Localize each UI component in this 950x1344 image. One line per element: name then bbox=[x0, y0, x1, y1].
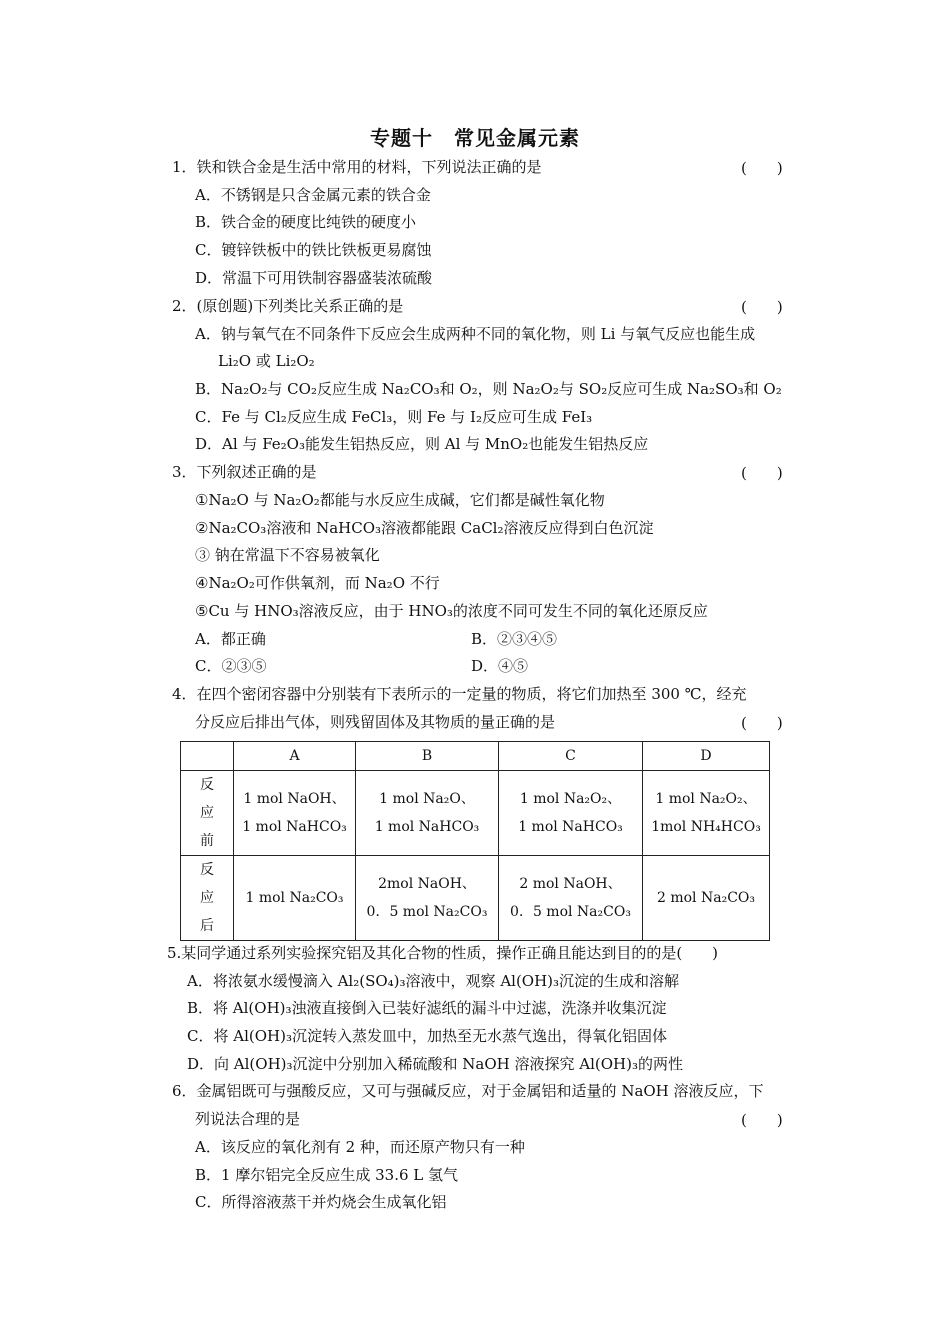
cell-before-a bbox=[234, 771, 356, 856]
cell-after-b bbox=[356, 856, 499, 941]
cell-line: 0．5 mol Na₂CO₃ bbox=[366, 904, 488, 920]
q4-stem-line2: 分反应后排出气体，则残留固体及其物质的量正确的是 bbox=[195, 713, 556, 731]
row-header-after bbox=[181, 856, 234, 941]
cell-line: 1 mol NaOH、 bbox=[243, 791, 346, 807]
q5-option-b: B．将 Al(OH)₃浊液直接倒入已装好滤纸的漏斗中过滤，洗涤并收集沉淀 bbox=[187, 999, 667, 1017]
q1-option-c: C．镀锌铁板中的铁比铁板更易腐蚀 bbox=[195, 241, 432, 259]
q2-option-c: C．Fe 与 Cl₂反应生成 FeCl₃，则 Fe 与 I₂反应可生成 FeI₃ bbox=[195, 408, 593, 426]
cell-after-a bbox=[234, 856, 356, 941]
cell-line: 1 mol NaHCO₃ bbox=[518, 819, 623, 835]
q3-option-c: C．②③⑤ bbox=[195, 657, 267, 675]
q6-option-a: A．该反应的氧化剂有 2 种，而还原产物只有一种 bbox=[195, 1138, 525, 1156]
q5-option-a: A．将浓氨水缓慢滴入 Al₂(SO₄)₃溶液中，观察 Al(OH)₃沉淀的生成和溶解 bbox=[187, 972, 680, 990]
cell-line: 1 mol NaHCO₃ bbox=[374, 819, 480, 835]
table-row-after bbox=[181, 856, 770, 941]
cell-line: 1 mol NaHCO₃ bbox=[242, 819, 347, 835]
cell-line: 1 mol Na₂O₂、 bbox=[655, 791, 757, 807]
q4-table bbox=[180, 741, 770, 941]
q3-statement-1: ①Na₂O 与 Na₂O₂都能与水反应生成碱，它们都是碱性氧化物 bbox=[195, 491, 605, 509]
q1-answer-paren: ( ) bbox=[741, 159, 783, 177]
q3-stem: 3．下列叙述正确的是 bbox=[172, 463, 317, 481]
q2-option-b: B．Na₂O₂与 CO₂反应生成 Na₂CO₃和 O₂，则 Na₂O₂与 SO₂反应可生成 Na₂SO₃和 O₂ bbox=[195, 380, 782, 398]
q2-option-d: D．Al 与 Fe₂O₃能发生铝热反应，则 Al 与 MnO₂也能发生铝热反应 bbox=[195, 435, 649, 453]
row-header-before bbox=[181, 771, 234, 856]
table-header-row bbox=[181, 742, 770, 771]
q1-option-d: D．常温下可用铁制容器盛装浓硫酸 bbox=[195, 269, 433, 287]
row-header-char: 应 bbox=[200, 805, 214, 821]
cell-before-c bbox=[499, 771, 643, 856]
table-col-header-a: A bbox=[234, 742, 356, 771]
q6-option-c: C．所得溶液蒸干并灼烧会生成氧化铝 bbox=[195, 1193, 447, 1211]
q3-statement-4: ④Na₂O₂可作供氧剂，而 Na₂O 不行 bbox=[195, 574, 440, 592]
table-corner-cell bbox=[181, 742, 234, 771]
q2-option-a-line1: A．钠与氧气在不同条件下反应会生成两种不同的氧化物，则 Li 与氧气反应也能生成 bbox=[195, 325, 756, 343]
cell-line: 2mol NaOH、 bbox=[378, 876, 476, 892]
cell-line: 0．5 mol Na₂CO₃ bbox=[510, 904, 631, 920]
row-header-char: 应 bbox=[200, 890, 214, 906]
cell-line: 1 mol Na₂O、 bbox=[379, 791, 475, 807]
q4-answer-paren: ( ) bbox=[741, 714, 783, 732]
q5-option-d: D．向 Al(OH)₃沉淀中分别加入稀硫酸和 NaOH 溶液探究 Al(OH)₃的两性 bbox=[187, 1055, 683, 1073]
cell-line: 2 mol NaOH、 bbox=[519, 876, 622, 892]
q3-option-b: B．②③④⑤ bbox=[471, 630, 558, 648]
q3-statement-3: ③ 钠在常温下不容易被氧化 bbox=[195, 546, 380, 564]
q5-option-c: C．将 Al(OH)₃沉淀转入蒸发皿中，加热至无水蒸气逸出，得氧化铝固体 bbox=[187, 1027, 667, 1045]
q6-stem-line1: 6．金属铝既可与强酸反应，又可与强碱反应，对于金属铝和适量的 NaOH 溶液反应，下 bbox=[172, 1082, 764, 1100]
row-header-char: 反 bbox=[200, 862, 214, 878]
table-col-header-b: B bbox=[356, 742, 499, 771]
q6-stem-line2: 列说法合理的是 bbox=[195, 1110, 301, 1128]
q5-stem: 5.某同学通过系列实验探究铝及其化合物的性质，操作正确且能达到目的的是( ) bbox=[167, 944, 719, 962]
cell-before-b bbox=[356, 771, 499, 856]
cell-before-d bbox=[643, 771, 770, 856]
q1-option-a: A．不锈钢是只含金属元素的铁合金 bbox=[195, 186, 431, 204]
q1-stem: 1．铁和铁合金是生活中常用的材料，下列说法正确的是 bbox=[172, 158, 542, 176]
q2-stem: 2．(原创题)下列类比关系正确的是 bbox=[172, 297, 404, 315]
cell-line: 1 mol Na₂CO₃ bbox=[245, 890, 344, 906]
table-col-header-c: C bbox=[499, 742, 643, 771]
q6-answer-paren: ( ) bbox=[741, 1111, 783, 1129]
cell-line: 1mol NH₄HCO₃ bbox=[651, 819, 761, 835]
row-header-char: 后 bbox=[200, 918, 214, 934]
page-title: 专题十 常见金属元素 bbox=[370, 126, 580, 150]
q2-option-a-line2: Li₂O 或 Li₂O₂ bbox=[218, 352, 315, 370]
row-header-char: 反 bbox=[200, 777, 214, 793]
q6-option-b: B．1 摩尔铝完全反应生成 33.6 L 氢气 bbox=[195, 1166, 458, 1184]
q3-option-d: D．④⑤ bbox=[471, 657, 529, 675]
table-row-before bbox=[181, 771, 770, 856]
cell-line: 1 mol Na₂O₂、 bbox=[519, 791, 622, 807]
cell-after-c bbox=[499, 856, 643, 941]
q2-answer-paren: ( ) bbox=[741, 298, 783, 316]
q1-option-b: B．铁合金的硬度比纯铁的硬度小 bbox=[195, 213, 417, 231]
q3-answer-paren: ( ) bbox=[741, 464, 783, 482]
cell-after-d bbox=[643, 856, 770, 941]
cell-line: 2 mol Na₂CO₃ bbox=[657, 890, 755, 906]
q3-statement-2: ②Na₂CO₃溶液和 NaHCO₃溶液都能跟 CaCl₂溶液反应得到白色沉淀 bbox=[195, 519, 654, 537]
row-header-char: 前 bbox=[200, 833, 214, 849]
q3-statement-5: ⑤Cu 与 HNO₃溶液反应，由于 HNO₃的浓度不同可发生不同的氧化还原反应 bbox=[195, 602, 708, 620]
q4-stem-line1: 4．在四个密闭容器中分别装有下表所示的一定量的物质，将它们加热至 300 ℃，经充 bbox=[172, 685, 747, 703]
table-col-header-d: D bbox=[643, 742, 770, 771]
q3-option-a: A．都正确 bbox=[195, 630, 266, 648]
